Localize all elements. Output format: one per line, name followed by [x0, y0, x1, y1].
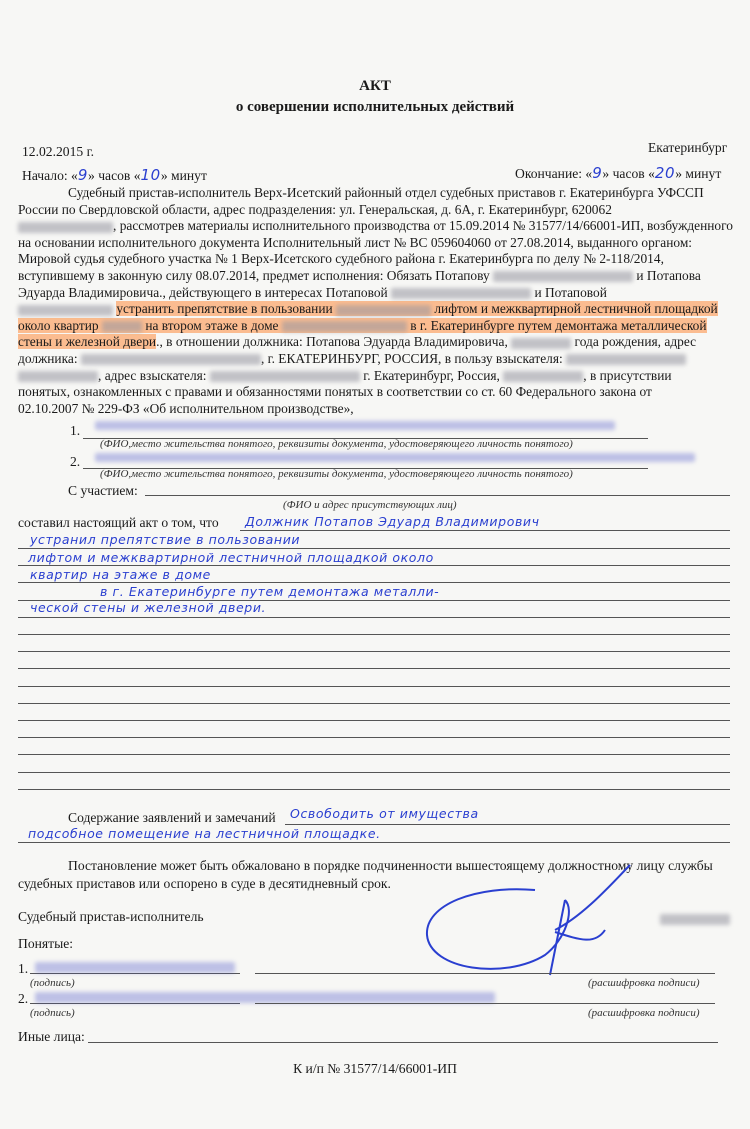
body-line: Мировой судья судебного участка № 1 Верх-Исетского судебного района г. Екатеринбурга по делу № 2-118/2014,	[18, 251, 664, 267]
doc-city: Екатеринбург	[648, 140, 728, 155]
witness-1-caption: (ФИО,место жительства понятого, реквизиты документа, удостоверяющего личность понятого)	[100, 438, 573, 450]
doc-subtitle: о совершении исполнительных действий	[235, 99, 515, 115]
decode-2-line	[255, 1003, 715, 1004]
witness-2-number: 2.	[70, 454, 81, 469]
statements-line	[285, 824, 730, 825]
participation-line	[145, 495, 730, 496]
body-line: Судебный пристав-исполнитель Верх-Исетский районный отдел судебных приставов г. Екатеринбурга УФССП	[68, 185, 704, 200]
statements-hand: Освободить от имущества	[290, 806, 479, 821]
body-line: на основании исполнительного документа Исполнительный лист № ВС 059604060 от 27.08.2014, выданного органом:	[18, 234, 693, 250]
ruled-line	[18, 754, 730, 755]
sign-2-number: 2.	[18, 991, 29, 1006]
footer-case-number: К и/п № 31577/14/66001-ИП	[293, 1061, 457, 1076]
body-line: 02.10.2007 № 229-ФЗ «Об исполнительном производстве»,	[18, 400, 354, 416]
doc-title: АКТ	[359, 78, 391, 94]
appeal-line-2: судебных приставов или оспорено в суде в десятидневный срок.	[18, 876, 391, 891]
start-min-word: » минут	[160, 168, 207, 183]
participation-caption: (ФИО и адрес присутствующих лиц)	[283, 499, 457, 511]
compiled-label: составил настоящий акт о том, что	[18, 515, 219, 530]
ruled-line	[18, 720, 730, 721]
body-line-highlight: около квартир на втором этаже в доме в г. Екатеринбурге путем демонтажа металлической	[18, 317, 707, 333]
end-label: Окончание: «	[515, 166, 593, 181]
start-minute: 10	[140, 166, 161, 184]
doc-date: 12.02.2015 г.	[22, 144, 95, 159]
body-line: должника: , г. ЕКАТЕРИНБУРГ, РОССИЯ, в пользу взыскателя:	[18, 351, 730, 368]
start-hour: 9	[77, 166, 89, 184]
sign-1-number: 1.	[18, 961, 29, 976]
body-line: России по Свердловской области, адрес подразделения: ул. Генеральская, д. 6А, г. Екатеринбург, 620062	[18, 201, 612, 217]
end-minute: 20	[654, 164, 676, 182]
ruled-line	[18, 703, 730, 704]
participation-label: С участием:	[68, 483, 138, 498]
body-line: вступившему в законную силу 08.07.2014, предмет исполнения: Обязать Потапову и Потапова	[18, 267, 701, 283]
ruled-line	[18, 668, 730, 669]
decode-1-line	[255, 973, 715, 974]
start-time	[22, 168, 207, 183]
handwritten-line: квартир на этаже в доме	[30, 567, 211, 582]
sign-2-caption: (подпись)	[30, 1007, 75, 1019]
start-label: Начало: «	[22, 168, 78, 183]
witness-1-hand	[95, 416, 615, 434]
statements-hand: подсобное помещение на лестничной площадке.	[28, 826, 381, 841]
ruled-line	[18, 737, 730, 738]
ruled-line	[240, 530, 730, 531]
statements-label: Содержание заявлений и замечаний	[68, 810, 276, 825]
witness-2-caption: (ФИО,место жительства понятого, реквизиты документа, удостоверяющего личность понятого)	[100, 468, 573, 480]
witness-2-hand	[95, 448, 695, 466]
body-line: стены и железной двери., в отношении должника: Потапова Эдуарда Владимировича, года рождения, адрес	[18, 334, 697, 350]
bailiff-label: Судебный пристав-исполнитель	[18, 909, 204, 924]
witnesses-label: Понятые:	[18, 936, 74, 951]
ruled-line	[18, 634, 730, 635]
others-label: Иные лица:	[18, 1029, 85, 1044]
decode-1-caption: (расшифровка подписи)	[588, 977, 700, 989]
bailiff-name-redacted	[660, 910, 730, 928]
body-line: , адрес взыскателя: г. Екатеринбург, Россия, , в присутствии	[18, 368, 730, 385]
sign-1-caption: (подпись)	[30, 977, 75, 989]
handwritten-line: ческой стены и железной двери.	[30, 600, 267, 615]
ruled-line	[18, 789, 730, 790]
appeal-line-1: Постановление может быть обжаловано в порядке подчиненности вышестоящему должностному лицу службы	[68, 858, 713, 873]
ruled-line	[18, 565, 730, 566]
body-line: Эдуарда Владимировича., действующего в интересах Потаповой и Потаповой	[18, 284, 607, 300]
ruled-line	[18, 617, 730, 618]
handwritten-line: устранил препятствие в пользовании	[30, 532, 301, 547]
ruled-line	[18, 686, 730, 687]
body-line: , рассмотрев материалы исполнительного производства от 15.09.2014 № 31577/14/66001-ИП, возбужденного	[18, 218, 730, 235]
handwritten-line: Должник Потапов Эдуард Владимирович	[245, 514, 540, 529]
end-min-word: » минут	[675, 166, 722, 181]
handwritten-line: в г. Екатеринбурге путем демонтажа металли-	[100, 584, 440, 599]
ruled-line	[18, 651, 730, 652]
handwritten-line: лифтом и межквартирной лестничной площадкой около	[28, 550, 434, 565]
body-line: понятых, ознакомленных с правами и обязанностями понятых в соответствии со ст. 60 Федерального закона от	[18, 384, 652, 400]
ruled-line	[18, 772, 730, 773]
body-line-highlight: устранить препятствие в пользовании лифтом и межквартирной лестничной площадкой	[18, 301, 730, 318]
ruled-line	[18, 582, 730, 583]
sign-1-redacted	[35, 958, 235, 976]
ruled-line	[18, 548, 730, 549]
others-line	[88, 1042, 718, 1043]
start-hours-word: » часов «	[88, 168, 141, 183]
end-hour: 9	[592, 164, 603, 182]
end-hours-word: » часов «	[602, 166, 655, 181]
bailiff-signature	[415, 860, 645, 990]
witness-1-number: 1.	[70, 423, 81, 438]
statements-line-2	[18, 842, 730, 843]
act-body	[18, 185, 733, 417]
decode-2-caption: (расшифровка подписи)	[588, 1007, 700, 1019]
end-time	[515, 166, 721, 181]
